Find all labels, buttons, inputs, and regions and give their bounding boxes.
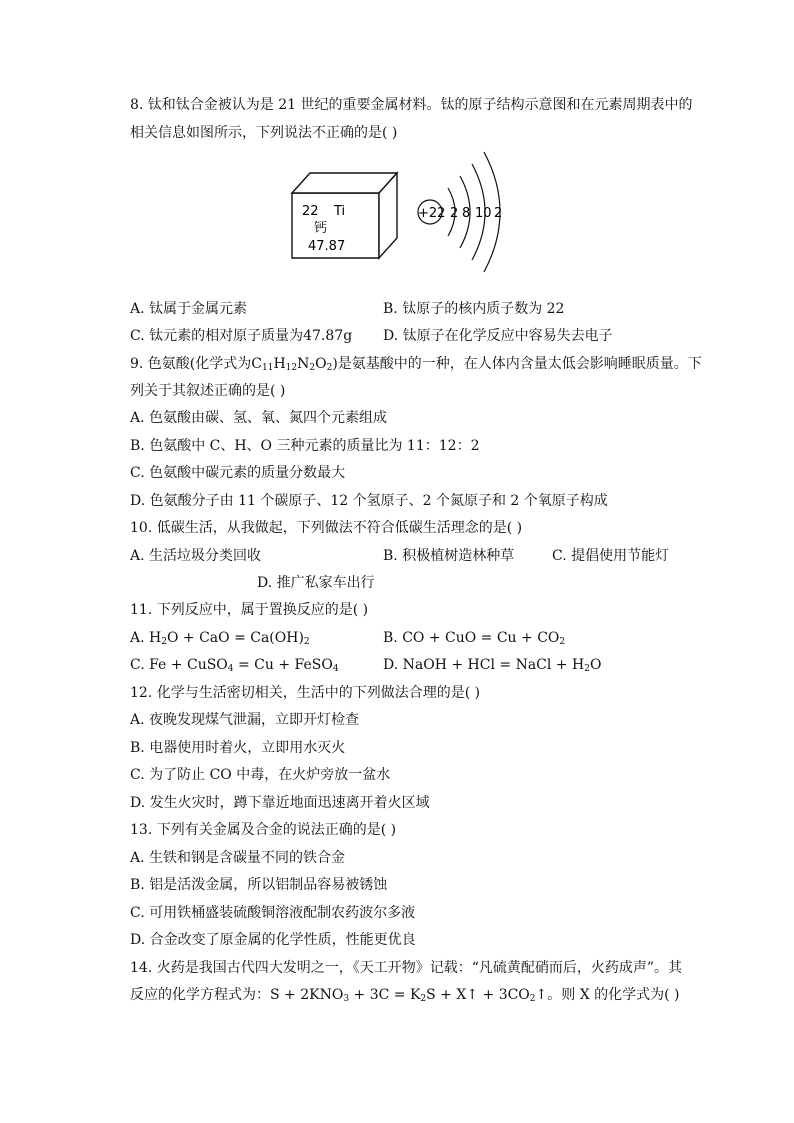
q10-option-a: A. 生活垃圾分类回收 xyxy=(130,548,262,564)
q8-option-c: C. 钛元素的相对原子质量为47.87g xyxy=(130,328,353,344)
shell-2-electrons: 8 xyxy=(462,206,471,221)
q11-option-d: D. NaOH + HCl = NaCl + $H_2O$ xyxy=(383,657,602,674)
q9-option-d: D. 色氨酸分子由 11 个碳原子、12 个氢原子、2 个氮原子和 2 个氧原子构成 xyxy=(130,493,608,509)
q13-option-a: A. 生铁和钢是含碳量不同的铁合金 xyxy=(130,850,346,866)
q14-stem-line1: 14. 火药是我国古代四大发明之一，《天工开物》记载：“凡硫黄配硝而后，火药成声”。其 xyxy=(130,960,683,976)
q13-option-c: C. 可用铁桶盛装硫酸铜溶液配制农药波尔多液 xyxy=(130,905,416,921)
q13-option-d: D. 合金改变了原金属的化学性质，性能更优良 xyxy=(130,932,416,948)
q10-option-b: B. 积极植树造林种草 xyxy=(383,548,515,564)
shell-4-electrons: 2 xyxy=(494,206,503,221)
q9-option-b: B. 色氨酸中 C、H、O 三种元素的质量比为 11：12：2 xyxy=(130,438,480,454)
atomic-number: 22 xyxy=(302,204,319,219)
q13-option-b: B. 铝是活泼金属，所以铝制品容易被锈蚀 xyxy=(130,877,388,893)
q8-option-b: B. 钛原子的核内质子数为 22 xyxy=(383,301,565,317)
q9-stem-line2: 列关于其叙述正确的是( ) xyxy=(130,383,286,399)
titanium-figure xyxy=(290,148,520,276)
q10-option-c: C. 提倡使用节能灯 xyxy=(552,548,670,564)
q12-option-a: A. 夜晚发现煤气泄漏，立即开灯检查 xyxy=(130,712,360,728)
q13-stem: 13. 下列有关金属及合金的说法正确的是( ) xyxy=(130,822,397,838)
shell-1-electrons: 2 xyxy=(450,206,459,221)
atomic-mass: 47.87 xyxy=(308,239,346,254)
q9-option-a: A. 色氨酸由碳、氢、氧、氮四个元素组成 xyxy=(130,410,388,426)
q11-option-a: A. $H_2O$ + CaO = $Ca(OH)_2$ xyxy=(130,630,310,647)
element-symbol: Ti xyxy=(334,204,346,219)
q12-option-d: D. 发生火灾时，蹲下靠近地面迅速离开着火区域 xyxy=(130,795,430,811)
atomic-structure xyxy=(418,152,502,272)
q12-option-b: B. 电器使用时着火，立即用水灭火 xyxy=(130,740,346,756)
q9-stem-line1: 9. 色氨酸(化学式为$C_{11}H_{12}N_2O_2$)是氨基酸中的一种，在人体内含量太低会影响睡眠质量。下 xyxy=(130,356,702,373)
q8-option-d: D. 钛原子在化学反应中容易失去电子 xyxy=(383,328,613,344)
periodic-table-cell xyxy=(292,173,397,258)
q12-stem: 12. 化学与生活密切相关，生活中的下列做法合理的是( ) xyxy=(130,685,481,701)
q12-option-c: C. 为了防止 CO 中毒，在火炉旁放一盆水 xyxy=(130,767,391,783)
q10-option-d: D. 推广私家车出行 xyxy=(257,575,375,591)
q9-option-c: C. 色氨酸中碳元素的质量分数最大 xyxy=(130,465,346,481)
nucleus-charge: +22 xyxy=(418,206,446,221)
titanium-diagram xyxy=(290,148,520,276)
q11-stem: 11. 下列反应中，属于置换反应的是( ) xyxy=(130,602,369,618)
q8-option-a: A. 钛属于金属元素 xyxy=(130,301,248,317)
element-name: 钙 xyxy=(314,221,328,236)
q8-stem-line2: 相关信息如图所示，下列说法不正确的是( ) xyxy=(130,125,398,141)
q11-option-c: C. Fe + CuSO$_4$ = Cu + FeSO$_4$ xyxy=(130,657,339,674)
shell-3-electrons: 10 xyxy=(475,206,492,221)
q10-stem: 10. 低碳生活，从我做起，下列做法不符合低碳生活理念的是( ) xyxy=(130,520,523,536)
q8-stem-line1: 8. 钛和钛合金被认为是 21 世纪的重要金属材料。钛的原子结构示意图和在元素周期表中的 xyxy=(130,97,693,113)
q11-option-b: B. CO + CuO = $Cu + CO_2$ xyxy=(383,630,566,647)
q14-stem-line2: 反应的化学方程式为：$S + 2KNO_3 + 3C = K_2S$ + X↑ + $3CO_2↑$。则 X 的化学式为( ) xyxy=(130,987,680,1004)
